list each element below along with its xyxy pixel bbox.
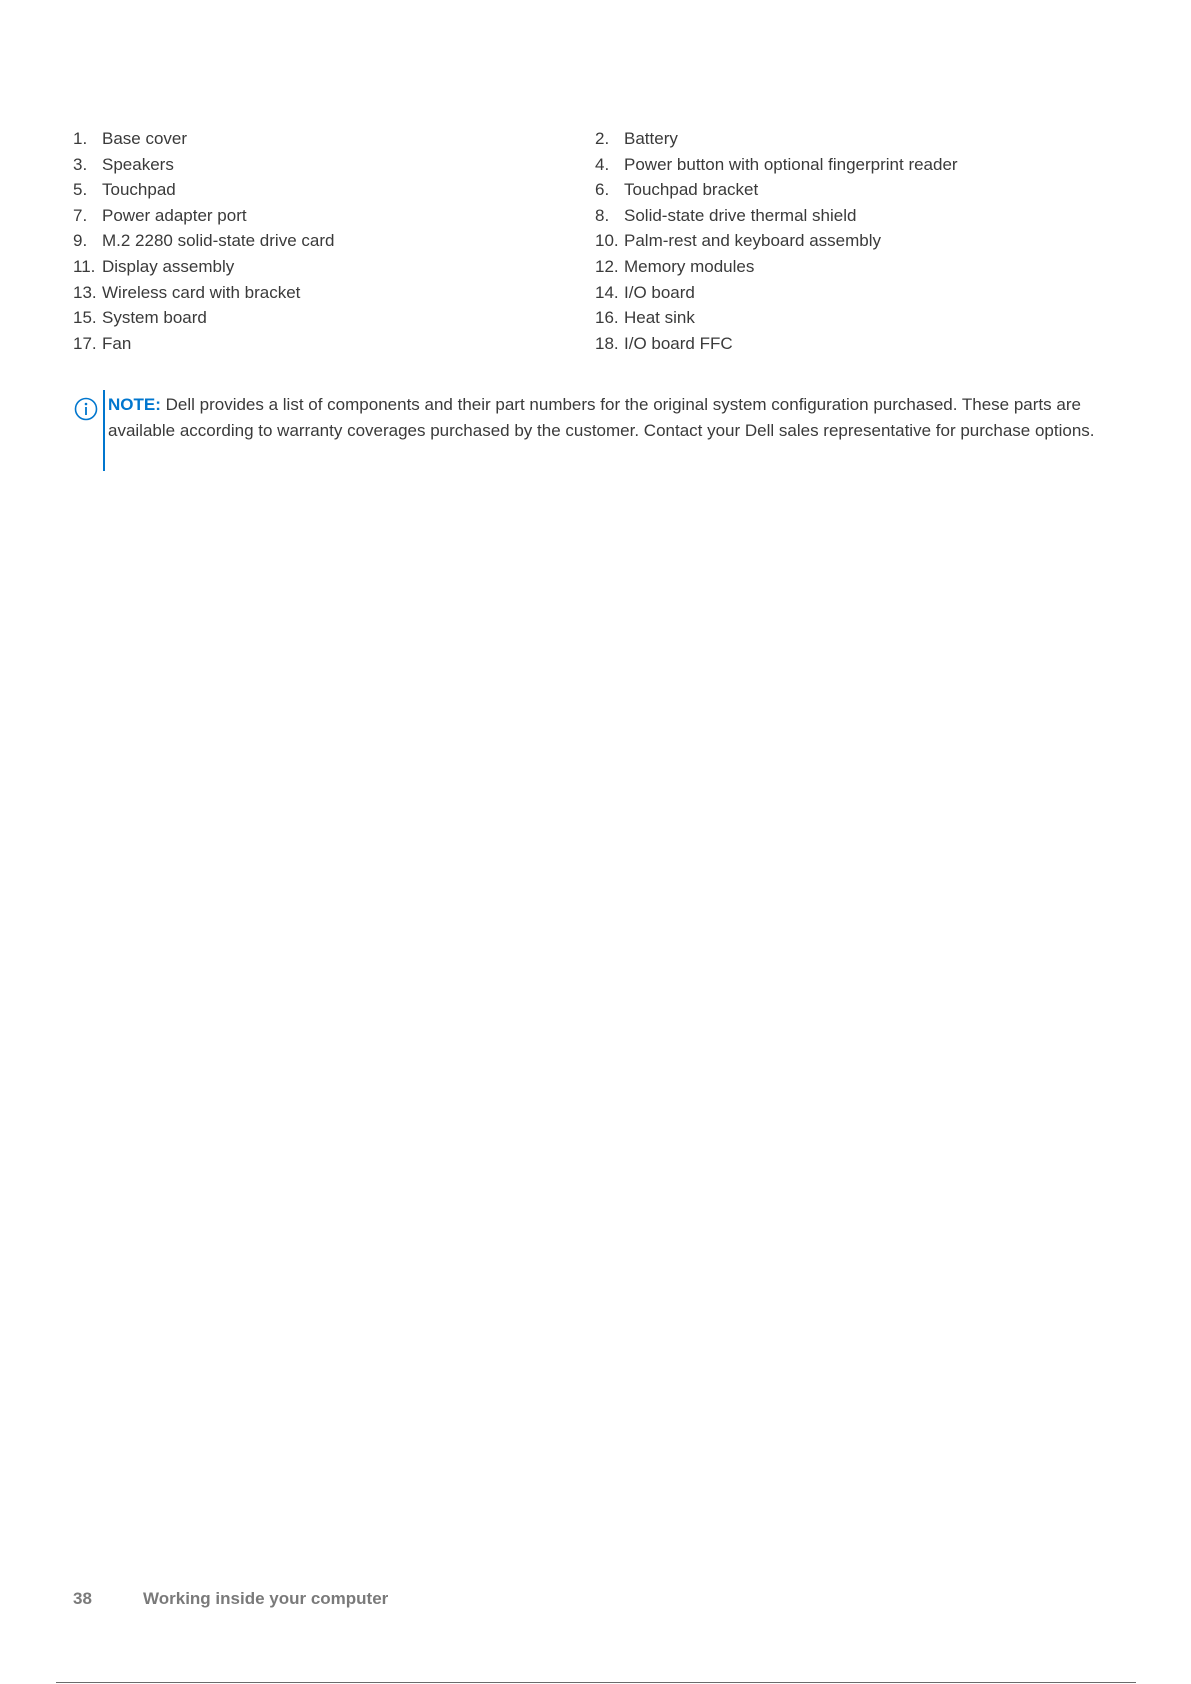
item-label: Display assembly [102,256,235,276]
list-item [73,254,234,280]
item-number: 12. [595,256,619,276]
item-number: 7. [73,205,88,225]
item-number: 2. [595,129,610,148]
note-text [108,392,1114,444]
list-item [73,280,300,306]
item-label: System board [102,308,207,328]
list-row [73,228,1113,254]
item-label: Memory modules [624,256,755,276]
item-label: Fan [102,333,132,353]
item-number: 13. [73,282,97,302]
list-row [73,305,1113,331]
list-item [595,305,695,331]
list-item [595,228,881,254]
list-row [73,177,1113,203]
item-number: 1. [73,129,88,148]
item-label: Power adapter port [102,205,247,225]
list-item [595,126,678,152]
list-item [595,331,733,357]
item-number: 14. [595,282,619,302]
section-title: Working inside your computer [143,1589,389,1608]
list-item [595,152,958,178]
list-item [595,203,856,229]
item-number: 6. [595,180,610,200]
item-label: Heat sink [624,308,695,328]
item-number: 3. [73,154,88,174]
page-footer [73,1589,388,1609]
item-label: I/O board FFC [624,333,733,353]
list-row [73,126,1113,152]
footer-divider [56,1682,1136,1683]
item-label: Solid-state drive thermal shield [624,205,857,225]
list-item [73,152,174,178]
list-item [595,254,754,280]
item-label: I/O board [624,282,695,302]
note-label: NOTE: [108,395,161,414]
item-number: 8. [595,205,610,225]
page-number: 38 [73,1589,92,1608]
item-number: 9. [73,231,88,251]
list-item [73,203,247,229]
item-number: 15. [73,308,97,328]
item-label: Wireless card with bracket [102,282,301,302]
note-body: Dell provides a list of components and their part numbers for the original system configuration purchased. These parts are available according to warranty coverages purchased by the customer. Contact your Dell sales representative for purchase options. [108,395,1095,440]
list-item [595,177,758,203]
list-row [73,203,1113,229]
parts-list [73,126,1113,356]
item-label: Touchpad [102,180,176,200]
item-label: Speakers [102,154,174,174]
item-number: 18. [595,333,619,353]
list-item [73,331,131,357]
list-item [73,177,176,203]
item-number: 4. [595,154,610,174]
item-label: Power button with optional fingerprint reader [624,154,958,174]
list-item [595,280,695,306]
list-row [73,280,1113,306]
item-label: M.2 2280 solid-state drive card [102,231,335,251]
item-label: Base cover [102,129,188,148]
list-item [73,126,187,152]
list-row [73,331,1113,357]
list-item [73,228,334,254]
item-label: Palm-rest and keyboard assembly [624,231,882,251]
item-number: 17. [73,333,97,353]
item-number: 10. [595,231,619,251]
item-label: Touchpad bracket [624,180,759,200]
info-icon [74,397,98,421]
note-accent-bar [103,390,105,471]
list-item [73,305,207,331]
item-label: Battery [624,129,678,148]
list-row [73,254,1113,280]
item-number: 11. [73,256,96,276]
item-number: 16. [595,308,619,328]
item-number: 5. [73,180,88,200]
list-row [73,152,1113,178]
